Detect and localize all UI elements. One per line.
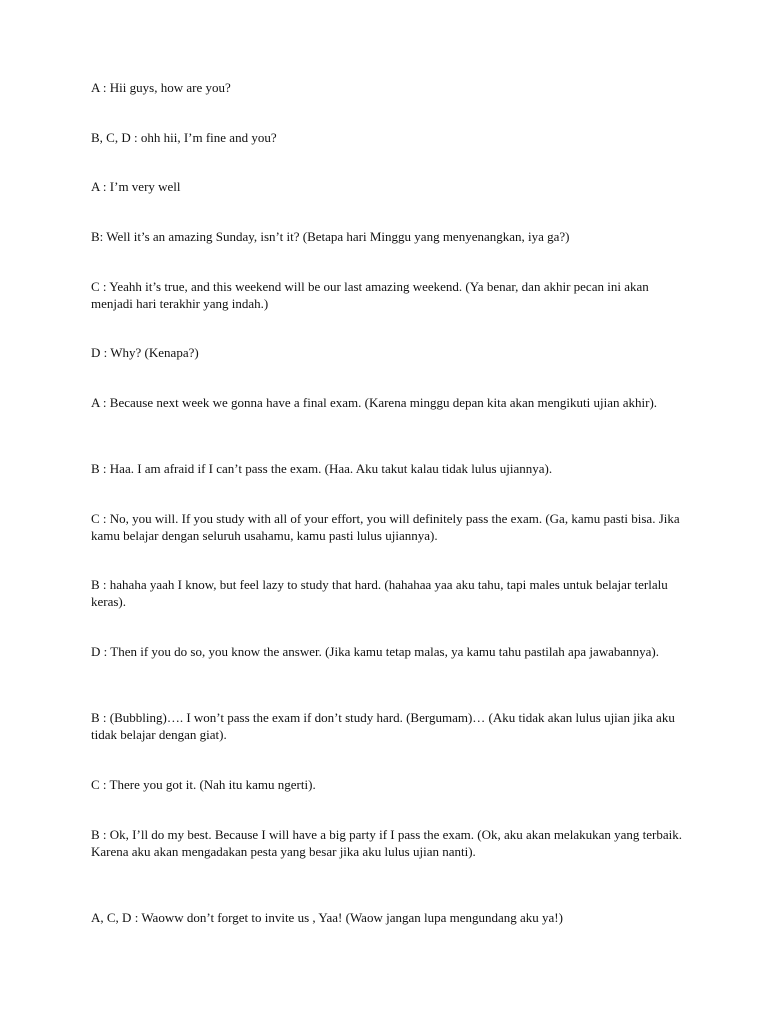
dialogue-line-4: B: Well it’s an amazing Sunday, isn’t it? (Betapa hari Minggu yang menyenangkan, iya ga?) (91, 229, 570, 244)
dialogue-line-7: A : Because next week we gonna have a final exam. (Karena minggu depan kita akan mengikuti ujian akhir). (91, 395, 658, 410)
dialogue-line-12: B : (Bubbling)…. I won’t pass the exam if don’t study hard. (Bergumam)… (Aku tidak akan lulus ujian jika aku tidak belajar dengan giat). (91, 710, 675, 742)
dialogue-line-3: A : I’m very well (91, 179, 181, 194)
dialogue-line-6: D : Why? (Kenapa?) (91, 345, 199, 360)
dialogue-line-10: B : hahaha yaah I know, but feel lazy to study that hard. (hahahaa yaa aku tahu, tapi males untuk belajar terlalu keras). (91, 577, 668, 609)
dialogue-line-13: C : There you got it. (Nah itu kamu ngerti). (91, 777, 316, 792)
dialogue-line-14: B : Ok, I’ll do my best. Because I will have a big party if I pass the exam. (Ok, aku akan melakukan yang terbaik. Karena aku akan mengadakan pesta yang besar jika aku lulus ujian nanti). (91, 827, 682, 859)
dialogue-line-8: B : Haa. I am afraid if I can’t pass the exam. (Haa. Aku takut kalau tidak lulus ujiannya). (91, 461, 553, 476)
dialogue-line-15: A, C, D : Waoww don’t forget to invite us , Yaa! (Waow jangan lupa mengundang aku ya!) (91, 910, 563, 925)
dialogue-line-9: C : No, you will. If you study with all of your effort, you will definitely pass the exam. (Ga, kamu pasti bisa. Jika kamu belajar dengan seluruh usahamu, kamu pasti lulus ujiannya). (91, 511, 680, 543)
dialogue-line-1: A : Hii guys, how are you? (91, 80, 231, 95)
dialogue-line-2: B, C, D : ohh hii, I’m fine and you? (91, 130, 277, 145)
dialogue-line-11: D : Then if you do so, you know the answer. (Jika kamu tetap malas, ya kamu tahu pastilah apa jawabannya). (91, 644, 660, 659)
dialogue-line-5: C : Yeahh it’s true, and this weekend will be our last amazing weekend. (Ya benar, dan akhir pecan ini akan menjadi hari terakhir yang indah.) (91, 279, 649, 311)
